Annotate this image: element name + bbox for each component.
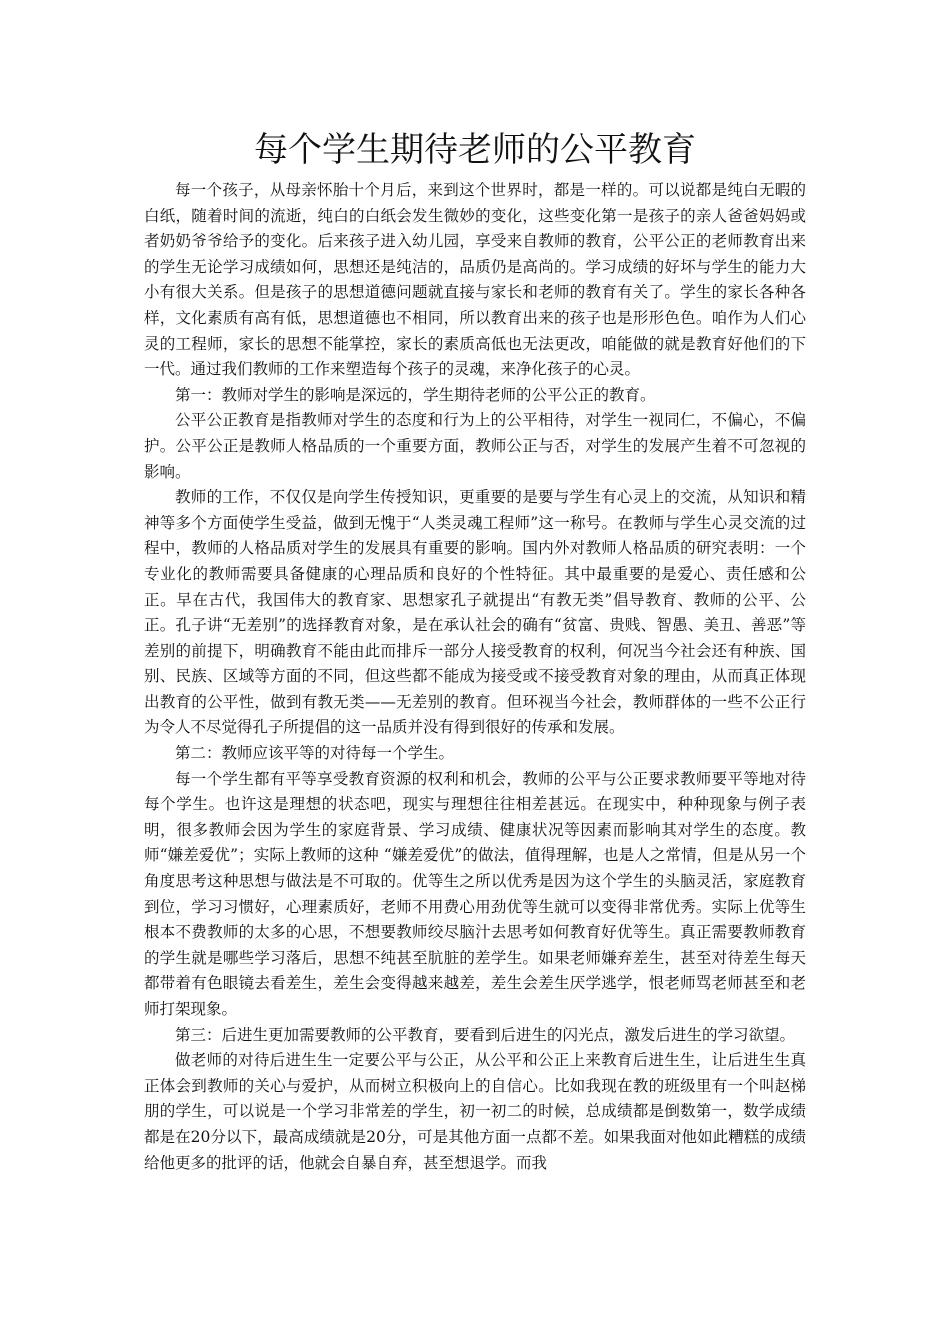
paragraph-heading-first: 第一：教师对学生的影响是深远的，学生期待老师的公平公正的教育。	[175, 385, 656, 404]
paragraph-intro: 每一个孩子，从母亲怀胎十个月后，来到这个世界时，都是一样的。可以说都是纯白无暇的白纸，随着时间的流逝，纯白的白纸会发生微妙的变化，这些变化第一是孩子的亲人爸爸妈妈或者奶奶爷爷给予的变化。后来孩子进入幼儿园，享受来自教师的教育，公平公正的老师教育出来的学生无论学习成绩如何，思想还是纯洁的，品质仍是高尚的。学习成绩的好坏与学生的能力大小有很大关系。但是孩子的思想道德问题就直接与家长和老师的教育有关了。学生的家长各种各样，文化素质有高有低，思想道德也不相同，所以教育出来的孩子也是形形色色。咱作为人们心灵的工程师，家长的思想不能掌控，家长的素质高低也无法更改，咱能做的就是教育好他们的下一代。通过我们教师的工作来塑造每个孩子的灵魂，来净化孩子的心灵。	[144, 181, 806, 379]
paragraph-equal-treatment: 每一个学生都有平等享受教育资源的权利和机会，教师的公平与公正要求教师要平等地对待每个学生。也许这是理想的状态吧，现实与理想往往相差甚远。在现实中，种种现象与例子表明，很多教师会因为学生的家庭背景、学习成绩、健康状况等因素而影响其对学生的态度。教师“嫌差爱优”；实际上教师的这种 “嫌差爱优”的做法，值得理解，也是人之常情，但是从另一个角度思考这种思想与做法是不可取的。优等生之所以优秀是因为这个学生的头脑灵活，家庭教育到位，学习习惯好，心理素质好，老师不用费心用劲优等生就可以变得非常优秀。实际上优等生根本不费教师的太多的心思，不想要教师绞尽脑汁去思考如何教育好优等生。真正需要教师教育的学生就是哪些学习落后，思想不纯甚至肮脏的差学生。如果老师嫌弃差生，甚至对待差生每天都带着有色眼镜去看差生，差生会变得越来越差，差生会差生厌学逃学，恨老师骂老师甚至和老师打架现象。	[144, 769, 806, 1018]
paragraph-teacher-work: 教师的工作，不仅仅是向学生传授知识，更重要的是要与学生有心灵上的交流，从知识和精神等多个方面使学生受益，做到无愧于“人类灵魂工程师”这一称号。在教师与学生心灵交流的过程中，教师的人格品质对学生的发展具有重要的影响。国内外对教师人格品质的研究表明：一个专业化的教师需要具备健康的心理品质和良好的个性特征。其中最重要的是爱心、责任感和公正。早在古代，我国伟大的教育家、思想家孔子就提出“有教无类”倡导教育、教师的公平、公正。孔子讲“无差别”的选择教育对象，是在承认社会的确有“贫富、贵贱、智愚、美丑、善恶”等差别的前提下，明确教育不能由此而排斥一部分人接受教育的权利，何况当今社会还有种族、国别、民族、区域等方面的不同，但这些都不能成为接受或不接受教育对象的理由，从而真正体现出教育的公平性，做到有教无类——无差别的教育。但环视当今社会，教师群体的一些不公正行为令人不尽觉得孔子所提倡的这一品质并没有得到很好的传承和发展。	[144, 488, 806, 737]
document-title: 每个学生期待老师的公平教育	[254, 130, 696, 170]
paragraph-heading-third: 第三：后进生更加需要教师的公平教育，要看到后进生的闪光点，激发后进生的学习欲望。	[175, 1025, 796, 1044]
document-body	[144, 128, 806, 1176]
paragraph-heading-second: 第二：教师应该平等的对待每一个学生。	[175, 744, 455, 763]
paragraph-struggling-students: 做老师的对待后进生生一定要公平与公正，从公平和公正上来教育后进生生，让后进生生真正体会到教师的关心与爱护，从而树立积极向上的自信心。比如我现在教的班级里有一个叫赵梯朋的学生，可以说是一个学习非常差的学生，初一初二的时候，总成绩都是倒数第一，数学成绩都是在20分以下，最高成绩就是20分，可是其他方面一点都不差。如果我面对他如此糟糕的成绩给他更多的批评的话，他就会自暴自弃，甚至想退学。而我	[144, 1051, 806, 1172]
paragraph-fairness-definition: 公平公正教育是指教师对学生的态度和行为上的公平相待，对学生一视同仁，不偏心，不偏护。公平公正是教师人格品质的一个重要方面，教师公正与否，对学生的发展产生着不可忽视的影响。	[144, 411, 806, 481]
